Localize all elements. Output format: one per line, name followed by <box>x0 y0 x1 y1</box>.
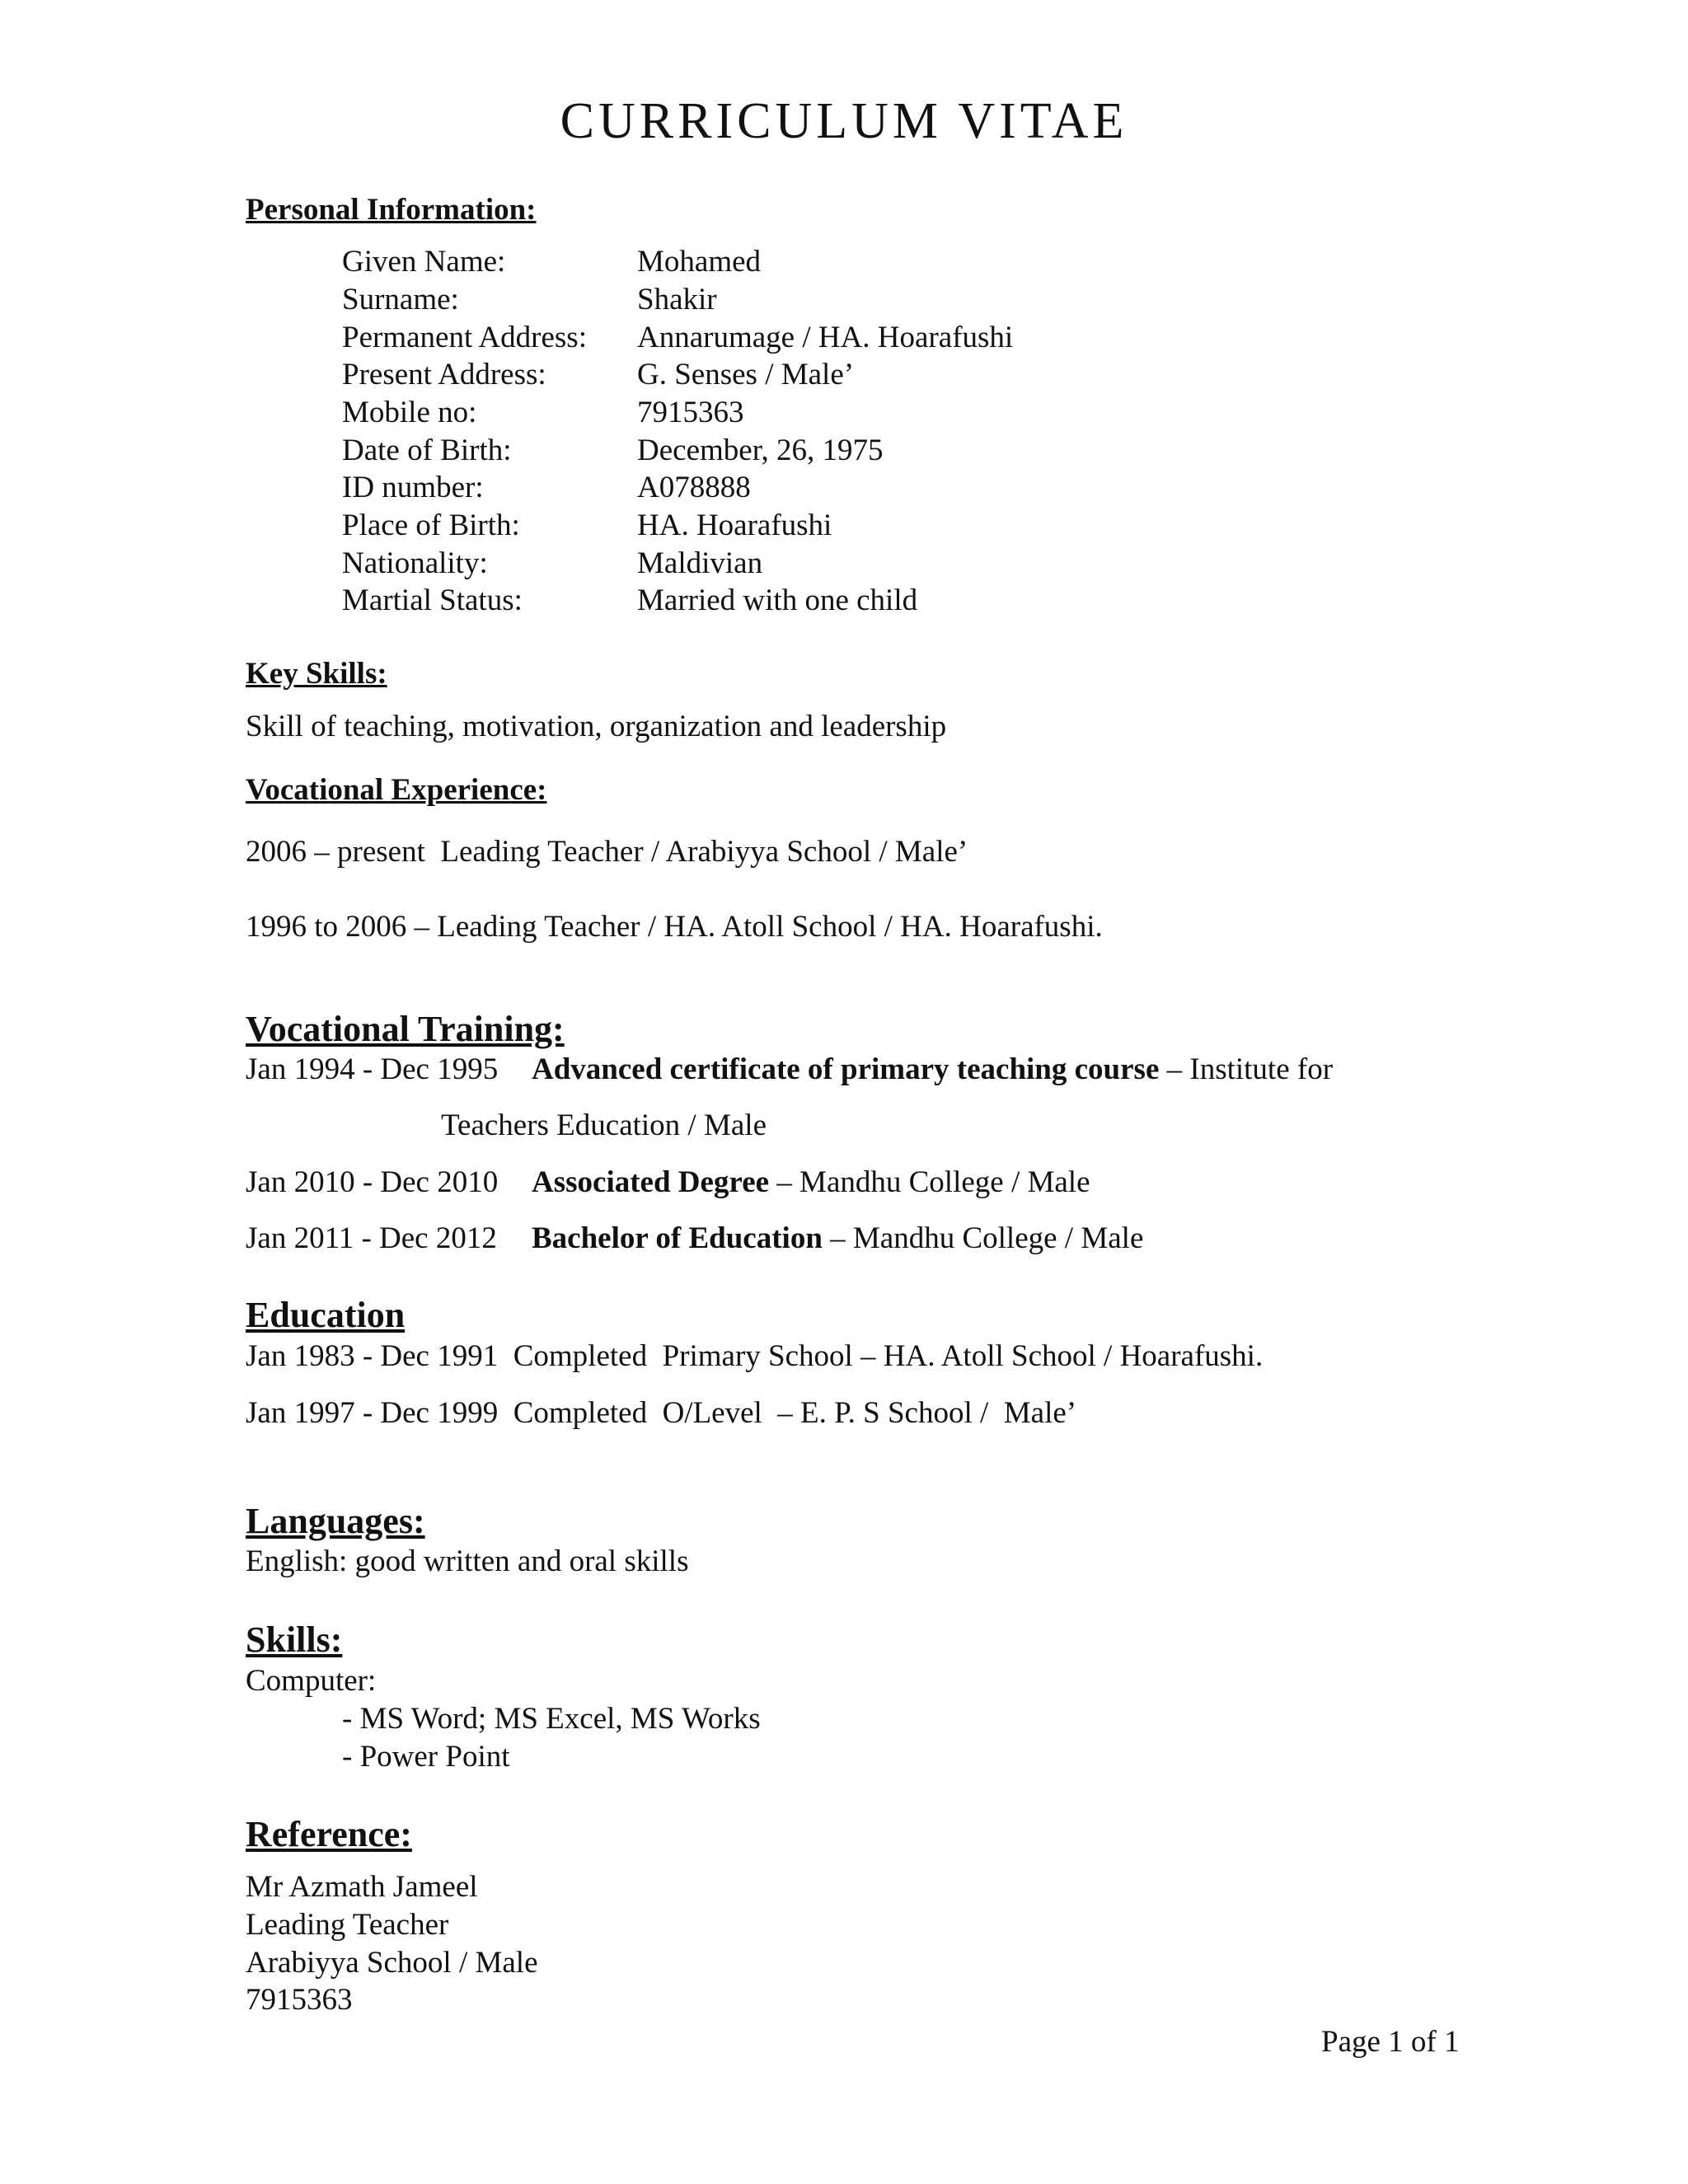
key-skills-text: Skill of teaching, motivation, organization and leadership <box>246 710 947 743</box>
training-item <box>532 1221 1143 1256</box>
training-heading: Vocational Training: <box>246 1009 565 1049</box>
reference-heading: Reference: <box>246 1814 412 1854</box>
id-number-value: A078888 <box>637 471 751 504</box>
place-of-birth-value: HA. Hoarafushi <box>637 509 832 542</box>
reference-name: Mr Azmath Jameel <box>246 1870 478 1904</box>
nationality-value: Maldivian <box>637 546 763 580</box>
page-title: CURRICULUM VITAE <box>560 93 1128 149</box>
training-item <box>532 1052 1333 1087</box>
nationality-label: Nationality: <box>342 546 488 580</box>
training-dates: Jan 2011 - Dec 2012 <box>246 1221 497 1255</box>
education-item: Jan 1983 - Dec 1991 Completed Primary School – HA. Atoll School / Hoarafushi. <box>246 1339 1264 1373</box>
dob-value: December, 26, 1975 <box>637 434 884 467</box>
training-continuation: Teachers Education / Male <box>441 1108 767 1142</box>
training-course: Associated Degree <box>532 1165 770 1199</box>
present-address-value: G. Senses / Male’ <box>637 358 855 391</box>
reference-phone: 7915363 <box>246 1983 353 2017</box>
training-course: Bachelor of Education <box>532 1221 823 1255</box>
mobile-label: Mobile no: <box>342 396 477 429</box>
key-skills-heading: Key Skills: <box>246 657 387 691</box>
training-course: Advanced certificate of primary teaching course <box>532 1052 1160 1086</box>
reference-school: Arabiyya School / Male <box>246 1946 538 1980</box>
place-of-birth-label: Place of Birth: <box>342 509 520 542</box>
skills-item: - MS Word; MS Excel, MS Works <box>342 1702 761 1736</box>
experience-item: 2006 – present Leading Teacher / Arabiyya School / Male’ <box>246 835 968 869</box>
marital-status-value: Married with one child <box>637 583 918 617</box>
dob-label: Date of Birth: <box>342 434 512 467</box>
given-name-label: Given Name: <box>342 245 506 279</box>
training-dates: Jan 2010 - Dec 2010 <box>246 1165 499 1199</box>
reference-position: Leading Teacher <box>246 1908 449 1942</box>
permanent-address-label: Permanent Address: <box>342 321 587 354</box>
given-name-value: Mohamed <box>637 245 762 279</box>
languages-text: English: good written and oral skills <box>246 1544 689 1578</box>
skills-item: - Power Point <box>342 1740 510 1774</box>
experience-heading: Vocational Experience: <box>246 773 547 807</box>
education-item: Jan 1997 - Dec 1999 Completed O/Level – E. P. S School / Male’ <box>246 1396 1077 1430</box>
training-institution: – Mandhu College / Male <box>769 1165 1090 1199</box>
training-dates: Jan 1994 - Dec 1995 <box>246 1052 499 1086</box>
skills-heading: Skills: <box>246 1619 343 1660</box>
training-item <box>532 1165 1090 1200</box>
surname-value: Shakir <box>637 283 717 316</box>
skills-category: Computer: <box>246 1664 377 1698</box>
permanent-address-value: Annarumage / HA. Hoarafushi <box>637 321 1014 354</box>
present-address-label: Present Address: <box>342 358 546 391</box>
training-institution: – Institute for <box>1159 1052 1334 1086</box>
page-number: Page 1 of 1 <box>1321 2025 1460 2059</box>
education-heading: Education <box>246 1295 406 1335</box>
surname-label: Surname: <box>342 283 459 316</box>
id-number-label: ID number: <box>342 471 484 504</box>
personal-heading: Personal Information: <box>246 193 537 227</box>
languages-heading: Languages: <box>246 1501 425 1541</box>
marital-status-label: Martial Status: <box>342 583 523 617</box>
training-institution: – Mandhu College / Male <box>822 1221 1144 1255</box>
mobile-value: 7915363 <box>637 396 744 429</box>
experience-item: 1996 to 2006 – Leading Teacher / HA. Atoll School / HA. Hoarafushi. <box>246 910 1103 944</box>
